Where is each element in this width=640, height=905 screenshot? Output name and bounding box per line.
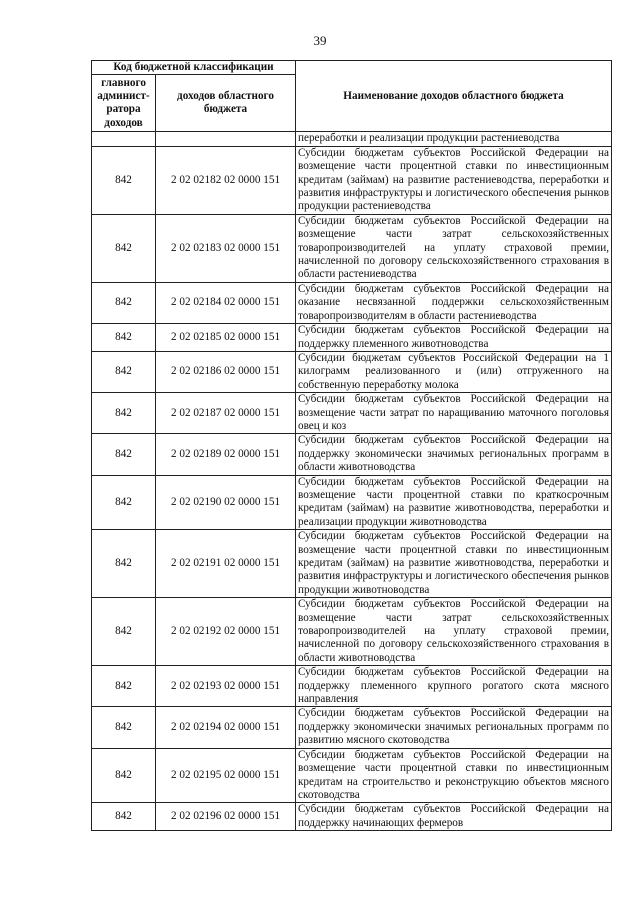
table-row [92, 282, 612, 323]
income-name-cell: Субсидии бюджетам субъектов Российской Федерации на поддержку племенного животноводства [296, 324, 612, 352]
income-code-cell: 2 02 02194 02 0000 151 [156, 707, 296, 748]
table-row [92, 475, 612, 530]
income-name-cell: Субсидии бюджетам субъектов Российской Федерации на возмещение части процентной ставки по инвестиционным кредитам (займам) на развитие растениеводства, переработки и развития инфраструктуры и логистического обеспечения рынков продукции растениеводства [296, 146, 612, 214]
income-name-cell: Субсидии бюджетам субъектов Российской Федерации на возмещение части процентной ставки по краткосрочным кредитам (займам) на развитие животноводства, переработки и реализации продукции животноводства [296, 475, 612, 530]
admin-code-cell: 842 [92, 475, 156, 530]
admin-code-cell: 842 [92, 434, 156, 475]
table-row-continuation [92, 132, 612, 146]
budget-classification-table [91, 60, 612, 831]
admin-code-cell: 842 [92, 803, 156, 831]
income-name-cell: Субсидии бюджетам субъектов Российской Федерации на возмещение части затрат по наращиванию маточного поголовья овец и коз [296, 393, 612, 434]
income-code-cell: 2 02 02186 02 0000 151 [156, 351, 296, 392]
header-income-name: Наименование доходов областного бюджета [296, 61, 612, 132]
table-row [92, 803, 612, 831]
header-income-code: доходов областного бюджета [156, 75, 296, 132]
income-code-cell: 2 02 02193 02 0000 151 [156, 666, 296, 707]
income-name-cell: Субсидии бюджетам субъектов Российской Федерации на оказание несвязанной поддержки сельскохозяйственным товаропроизводителям в области растениеводства [296, 282, 612, 323]
income-code-cell: 2 02 02187 02 0000 151 [156, 393, 296, 434]
income-name-cell: Субсидии бюджетам субъектов Российской Федерации на возмещение части процентной ставки по инвестиционным кредитам (займам) на развитие животноводства, переработки и развития инфраструктуры и логистического обеспечения рынков продукции животноводства [296, 530, 612, 598]
admin-code-cell: 842 [92, 748, 156, 803]
table-row [92, 707, 612, 748]
table-row [92, 146, 612, 214]
page-number: 39 [313, 33, 327, 48]
income-code-cell: 2 02 02190 02 0000 151 [156, 475, 296, 530]
admin-code-cell: 842 [92, 146, 156, 214]
table-row [92, 598, 612, 666]
continuation-admin-cell [92, 132, 156, 146]
admin-code-cell: 842 [92, 707, 156, 748]
admin-code-cell: 842 [92, 666, 156, 707]
income-name-cell: Субсидии бюджетам субъектов Российской Федерации на поддержку начинающих фермеров [296, 803, 612, 831]
continuation-name-cell: переработки и реализации продукции растениеводства [296, 132, 612, 146]
income-code-cell: 2 02 02183 02 0000 151 [156, 214, 296, 282]
income-name-cell: Субсидии бюджетам субъектов Российской Федерации на поддержку экономически значимых региональных программ по развитию мясного скотоводства [296, 707, 612, 748]
admin-code-cell: 842 [92, 324, 156, 352]
admin-code-cell: 842 [92, 214, 156, 282]
table-row [92, 434, 612, 475]
income-name-cell: Субсидии бюджетам субъектов Российской Федерации на возмещение части процентной ставки по инвестиционным кредитам на строительство и реконструкцию объектов мясного скотоводства [296, 748, 612, 803]
income-code-cell: 2 02 02184 02 0000 151 [156, 282, 296, 323]
table-row [92, 748, 612, 803]
admin-code-cell: 842 [92, 393, 156, 434]
admin-code-cell: 842 [92, 530, 156, 598]
table-row [92, 530, 612, 598]
table-row [92, 666, 612, 707]
admin-code-cell: 842 [92, 598, 156, 666]
table-row [92, 393, 612, 434]
admin-code-cell: 842 [92, 351, 156, 392]
income-code-cell: 2 02 02189 02 0000 151 [156, 434, 296, 475]
income-name-cell: Субсидии бюджетам субъектов Российской Федерации на 1 килограмм реализованного и (или) отгруженного на собственную переработку молока [296, 351, 612, 392]
income-name-cell: Субсидии бюджетам субъектов Российской Федерации на поддержку племенного крупного рогатого скота мясного направления [296, 666, 612, 707]
income-code-cell: 2 02 02192 02 0000 151 [156, 598, 296, 666]
table-row [92, 324, 612, 352]
income-code-cell: 2 02 02182 02 0000 151 [156, 146, 296, 214]
income-name-cell: Субсидии бюджетам субъектов Российской Федерации на поддержку экономически значимых региональных программ в области животноводства [296, 434, 612, 475]
income-code-cell: 2 02 02185 02 0000 151 [156, 324, 296, 352]
income-name-cell: Субсидии бюджетам субъектов Российской Федерации на возмещение части затрат сельскохозяйственных товаропроизводителей на уплату страховой премии, начисленной по договору сельскохозяйственного страхования в области растениеводства [296, 214, 612, 282]
admin-code-cell: 842 [92, 282, 156, 323]
header-main-administrator: главного админист-ратора доходов [92, 75, 156, 132]
table-row [92, 214, 612, 282]
table-row [92, 351, 612, 392]
income-code-cell: 2 02 02196 02 0000 151 [156, 803, 296, 831]
continuation-code-cell [156, 132, 296, 146]
income-code-cell: 2 02 02191 02 0000 151 [156, 530, 296, 598]
header-budget-classification-code: Код бюджетной классификации [92, 61, 296, 75]
income-name-cell: Субсидии бюджетам субъектов Российской Федерации на возмещение части затрат сельскохозяйственных товаропроизводителей на уплату страховой премии, начисленной по договору сельскохозяйственного страхования в области животноводства [296, 598, 612, 666]
income-code-cell: 2 02 02195 02 0000 151 [156, 748, 296, 803]
